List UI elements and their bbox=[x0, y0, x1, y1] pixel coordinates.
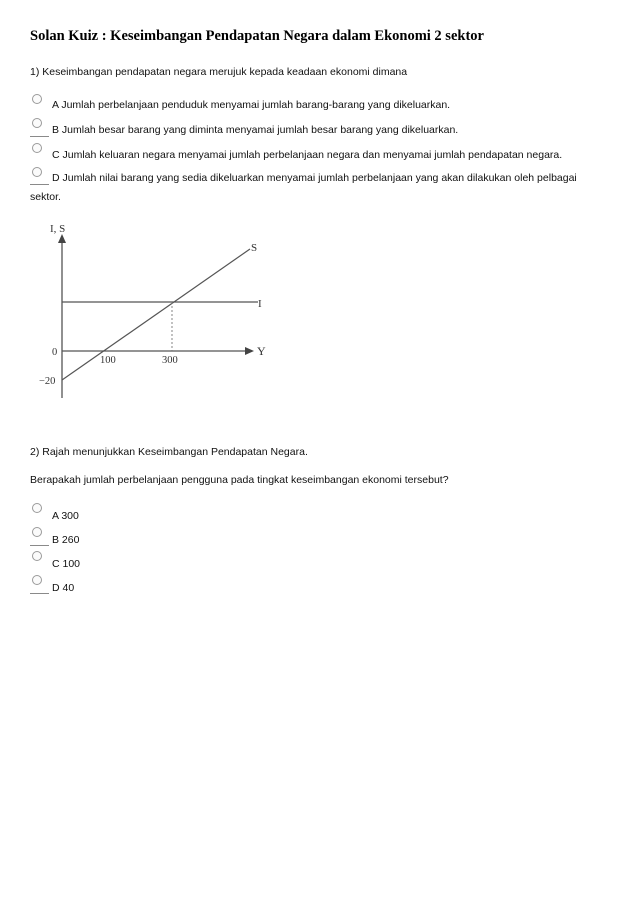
question-1-text: 1) Keseimbangan pendapatan negara merujuk kepada keadaan ekonomi dimana bbox=[30, 66, 408, 78]
y-tick-minus-20: −20 bbox=[39, 376, 56, 387]
q2-option-d-label: D 40 bbox=[52, 582, 75, 594]
q2-option-d-underline bbox=[30, 593, 49, 594]
q1-option-c-label: C Jumlah keluaran negara menyamai jumlah perbelanjaan negara dan menyamai jumlah pendapatan negara. bbox=[52, 149, 563, 161]
page-title: Solan Kuiz : Keseimbangan Pendapatan Negara dalam Ekonomi 2 sektor bbox=[30, 28, 484, 44]
q2-option-c-label: C 100 bbox=[52, 558, 81, 570]
x-axis-arrow bbox=[245, 347, 254, 355]
series-s-label: S bbox=[251, 242, 258, 254]
q2-option-a-radio[interactable] bbox=[32, 503, 42, 513]
question-2-text: Berapakah jumlah perbelanjaan pengguna pada tingkat keseimbangan ekonomi tersebut? bbox=[30, 474, 449, 486]
y-axis-arrow bbox=[58, 234, 66, 243]
q1-option-a-label: A Jumlah perbelanjaan penduduk menyamai jumlah barang-barang yang dikeluarkan. bbox=[52, 99, 451, 111]
q2-option-c-radio[interactable] bbox=[32, 551, 42, 561]
equilibrium-chart bbox=[30, 220, 280, 410]
series-i-label: I bbox=[258, 298, 262, 310]
q1-option-d-underline bbox=[30, 184, 49, 185]
q1-option-a-radio[interactable] bbox=[32, 94, 42, 104]
q2-option-b-underline bbox=[30, 545, 49, 546]
q1-option-d-label-cont: sektor. bbox=[30, 191, 61, 203]
y-axis-label: I, S bbox=[50, 223, 66, 235]
q1-option-b-label: B Jumlah besar barang yang diminta menyamai jumlah besar barang yang dikeluarkan. bbox=[52, 124, 459, 136]
x-axis-label: Y bbox=[257, 344, 266, 358]
q1-option-b-radio[interactable] bbox=[32, 118, 42, 128]
q1-option-c-radio[interactable] bbox=[32, 143, 42, 153]
q2-option-b-radio[interactable] bbox=[32, 527, 42, 537]
q2-option-b-label: B 260 bbox=[52, 534, 80, 546]
q2-option-a-label: A 300 bbox=[52, 510, 79, 522]
y-tick-0: 0 bbox=[52, 347, 58, 358]
question-2-intro: 2) Rajah menunjukkan Keseimbangan Pendapatan Negara. bbox=[30, 446, 308, 458]
q2-option-d-radio[interactable] bbox=[32, 575, 42, 585]
q1-option-d-radio[interactable] bbox=[32, 167, 42, 177]
x-tick-100: 100 bbox=[100, 355, 116, 366]
q1-option-d-label: D Jumlah nilai barang yang sedia dikeluarkan menyamai jumlah perbelanjaan yang akan dilakukan oleh pelbagai bbox=[52, 172, 577, 184]
s-line bbox=[62, 249, 250, 380]
x-tick-300: 300 bbox=[162, 355, 178, 366]
q1-option-b-underline bbox=[30, 136, 49, 137]
